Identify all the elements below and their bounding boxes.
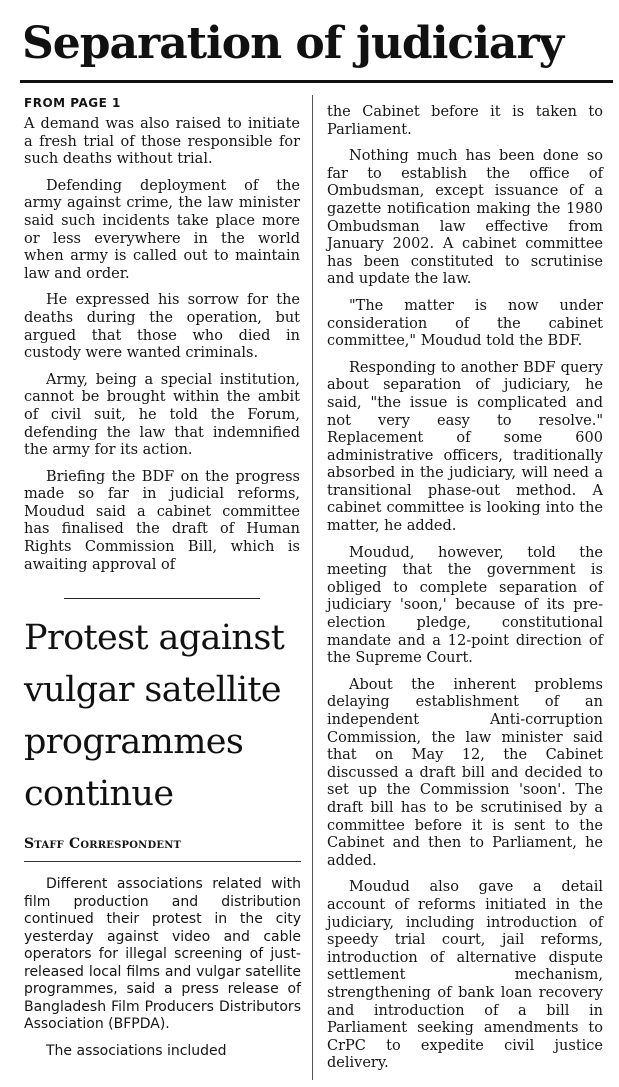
article-headline: Separation of judiciary — [22, 18, 564, 69]
section-divider — [64, 598, 260, 599]
second-article-headline: Protest against vulgar satellite programmes continue — [24, 618, 285, 814]
paragraph: About the inherent problems delaying establishment of an independent Anti-corruption Commission, the law minister said that on May 12, the Cabinet discussed a draft bill and decided to set up the Commission 'soon'. The draft bill has to be scrutinised by a committee before it is sent to the Cabinet and then to Parliament, he added. — [327, 676, 603, 869]
paragraph: "The matter is now under consideration of the cabinet committee," Moudud told the BDF. — [327, 297, 603, 350]
paragraph: Different associations related with film production and distribution continued their protest in the city yesterday against video and cable operators for illegal screening of just- released local films and vulgar satellite programmes, said a press release of Bangladesh Film Producers Distributors Association (BFPDA). — [24, 876, 301, 1032]
paragraph: He expressed his sorrow for the deaths during the operation, but argued that those who died in custody were wanted criminals. — [24, 292, 300, 362]
headline-rule — [20, 80, 613, 83]
paragraph: Moudud, however, told the meeting that the government is obliged to complete separation of judiciary 'soon,' because of its pre-election pledge, constitutional mandate and a 12-point direction of the Supreme Court. — [327, 544, 603, 667]
paragraph: Defending deployment of the army against crime, the law minister said such incidents take place more or less everywhere in the world when army is called out to maintain law and order. — [24, 177, 300, 282]
paragraph: the Cabinet before it is taken to Parliament. — [327, 104, 603, 138]
article-column-2 — [327, 104, 603, 1082]
paragraph: A demand was also raised to initiate a fresh trial of those responsible for such deaths without trial. — [24, 116, 300, 168]
second-article-body — [24, 876, 301, 1069]
paragraph: The associations included — [46, 1042, 227, 1059]
paragraph: Moudud also gave a detail account of reforms initiated in the judiciary, including introduction of speedy trial court, jail reforms, introduction of alternative dispute settlement mechanism, strengthening of bank loan recovery and introduction of a bill in Parliament seeking amendments to CrPC to expedite civil justice delivery. — [327, 879, 603, 1072]
column-divider — [312, 95, 313, 1080]
kicker-from-page: FROM PAGE 1 — [24, 96, 121, 110]
paragraph: Nothing much has been done so far to establish the office of Ombudsman, except issuance of a gazette notification making the 1980 Ombudsman law effective from January 2002. A cabinet committee has been constituted to scrutinise and update the law. — [327, 148, 603, 288]
byline-rule — [24, 861, 301, 862]
paragraph: Army, being a special institution, cannot be brought within the ambit of civil suit, he told the Forum, defending the law that indemnified the army for its action. — [24, 371, 300, 459]
article-column-1 — [24, 116, 300, 583]
paragraph: Briefing the BDF on the progress made so far in judicial reforms, Moudud said a cabinet committee has finalised the draft of Human Rights Commission Bill, which is awaiting approval of — [24, 468, 300, 573]
paragraph: Responding to another BDF query about separation of judiciary, he said, "the issue is complicated and not very easy to resolve." Replacement of some 600 administrative officers, traditionally absorbed in the judiciary, will need a transitional phase-out method. A cabinet committee is looking into the matter, he added. — [327, 359, 603, 535]
byline: Staff Correspondent — [24, 836, 182, 852]
